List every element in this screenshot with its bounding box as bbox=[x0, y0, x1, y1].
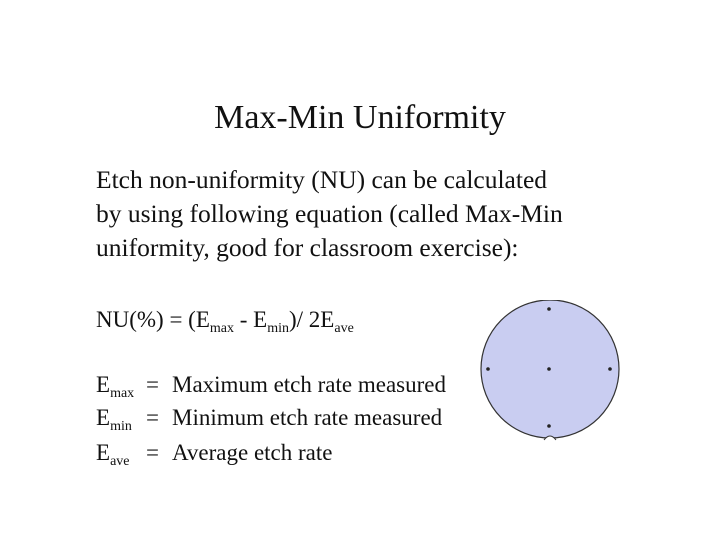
measurement-point-center bbox=[547, 367, 551, 371]
definition-equals: = bbox=[146, 372, 159, 397]
definition-symbol-letter: E bbox=[96, 440, 111, 465]
intro-paragraph: Etch non-uniformity (NU) can be calculated by using following equation (called Max-Min uniformity, good for classroom exercise): bbox=[96, 165, 563, 262]
definition-symbol bbox=[96, 403, 132, 433]
slide-title: Max-Min Uniformity bbox=[214, 99, 506, 136]
equation-part-div: )/ 2E bbox=[289, 307, 335, 332]
definition-symbol-sub: max bbox=[110, 386, 135, 401]
measurement-point-left bbox=[486, 367, 490, 371]
equation-sub-ave: ave bbox=[334, 321, 354, 336]
definition-symbol-sub: ave bbox=[110, 454, 130, 469]
equation-part-lhs: NU(%) = (E bbox=[96, 307, 210, 332]
definition-equals: = bbox=[146, 440, 159, 465]
equation-sub-max: max bbox=[209, 321, 234, 336]
definition-text: Maximum etch rate measured bbox=[172, 372, 446, 397]
definition-symbol-letter: E bbox=[96, 405, 111, 430]
nu-equation bbox=[96, 303, 354, 337]
wafer-diagram bbox=[478, 300, 628, 445]
definition-text: Minimum etch rate measured bbox=[172, 405, 443, 430]
measurement-point-right bbox=[608, 367, 612, 371]
definition-symbol-sub: min bbox=[110, 419, 132, 434]
measurement-point-bottom bbox=[547, 424, 551, 428]
definition-equals: = bbox=[146, 405, 159, 430]
definition-symbol bbox=[96, 370, 134, 400]
equation-part-minus: - E bbox=[234, 307, 268, 332]
measurement-point-top bbox=[547, 307, 551, 311]
equation-sub-min: min bbox=[267, 321, 289, 336]
definition-symbol bbox=[96, 438, 130, 468]
definition-symbol-letter: E bbox=[96, 372, 111, 397]
definition-text: Average etch rate bbox=[172, 440, 333, 465]
